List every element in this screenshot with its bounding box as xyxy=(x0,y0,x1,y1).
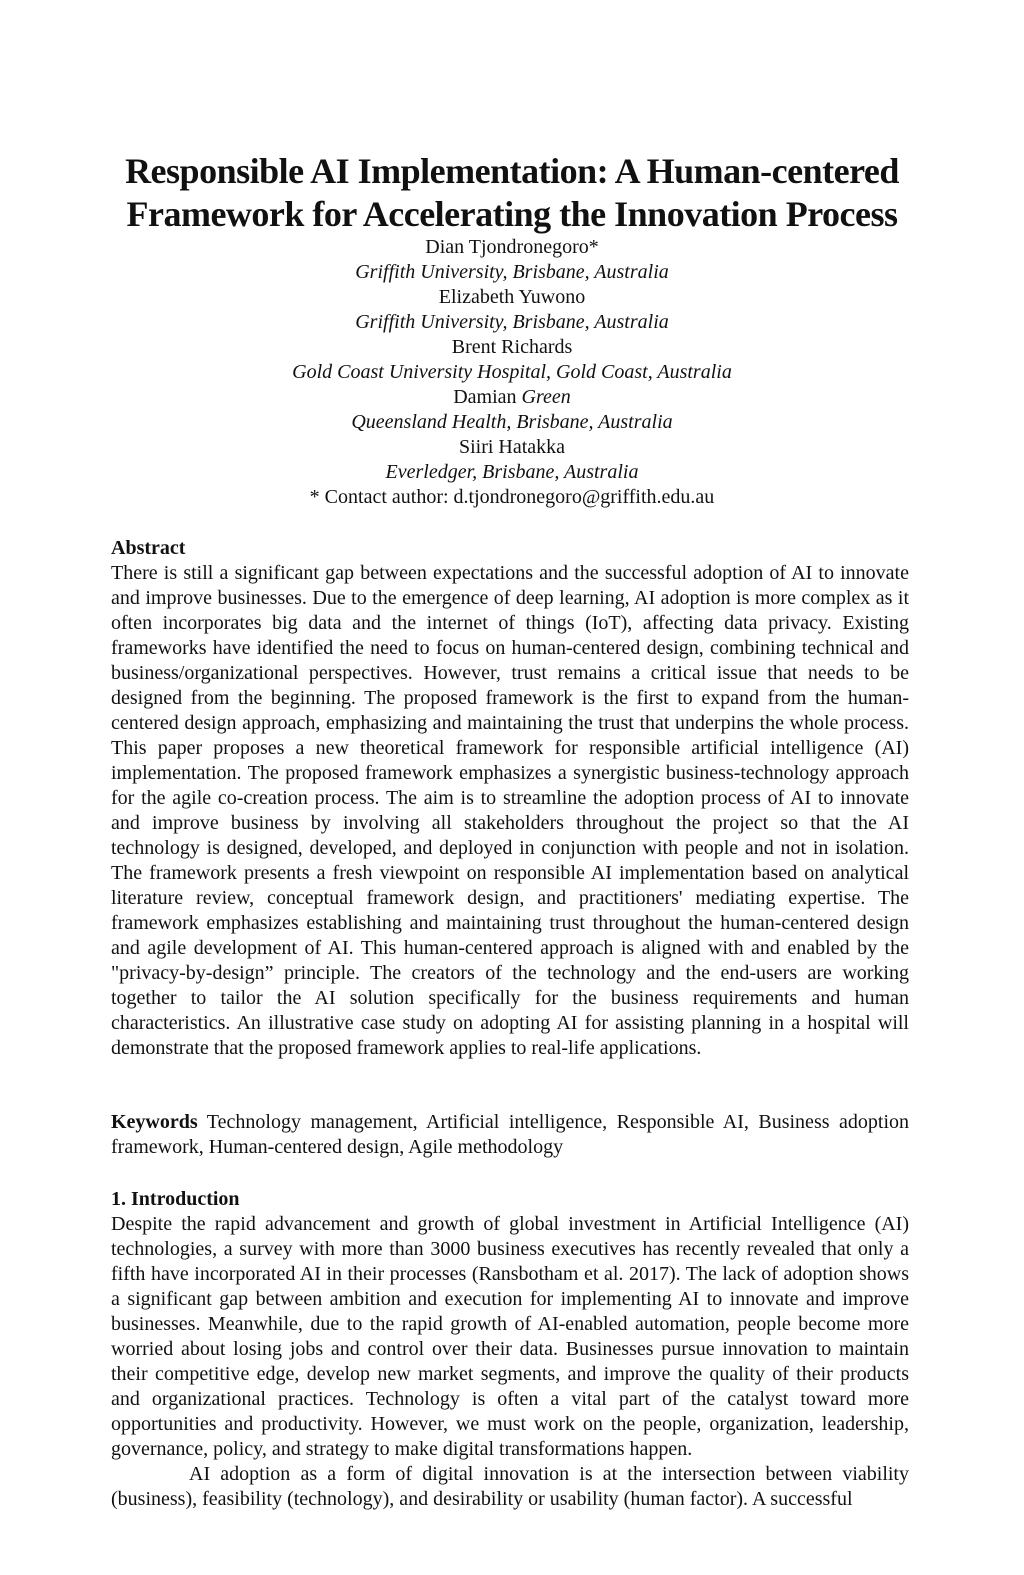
introduction-paragraph-1: Despite the rapid advancement and growth of global investment in Artificial Intelligence (AI) technologies, a survey with more than 3000 business executives has recently revealed that only a fifth have incorporated AI in their processes (Ransbotham et al. 2017). The lack of adoption shows a significant gap between ambition and execution for implementing AI to innovate and improve businesses. Meanwhile, due to the rapid growth of AI-enabled automation, people become more worried about losing jobs and control over their data. Businesses pursue innovation to maintain their competitive edge, develop new market segments, and improve the quality of their products and organizational practices. Technology is often a vital part of the catalyst toward more opportunities and productivity. However, we must work on the people, organization, leadership, governance, policy, and strategy to make digital transformations happen. xyxy=(111,1213,909,1460)
author-name: Brent Richards xyxy=(451,336,573,358)
author-affiliation: Everledger, Brisbane, Australia xyxy=(385,461,639,483)
keywords-text: Technology management, Artificial intelligence, Responsible AI, Business adoption framework, Human-centered design, Agile methodology xyxy=(111,1111,909,1158)
contact-author: * Contact author: d.tjondronegoro@griffith.edu.au xyxy=(309,486,715,508)
keywords-paragraph xyxy=(111,1110,909,1160)
abstract-section xyxy=(111,536,909,1061)
author-first-name: Damian xyxy=(453,386,517,408)
keywords-section xyxy=(111,1110,909,1160)
author-name: Elizabeth Yuwono xyxy=(438,286,586,308)
author-name: Dian Tjondronegoro* xyxy=(425,236,599,258)
author-affiliation: Queensland Health, Brisbane, Australia xyxy=(351,411,673,433)
author-affiliation: Griffith University, Brisbane, Australia xyxy=(355,311,669,333)
author-affiliation: Griffith University, Brisbane, Australia xyxy=(355,261,669,283)
author-last-name: Green xyxy=(521,386,571,408)
abstract-text: There is still a significant gap between expectations and the successful adoption of AI to innovate and improve businesses. Due to the emergence of deep learning, AI adoption is more complex as it often incorporates big data and the internet of things (IoT), affecting data privacy. Existing frameworks have identified the need to focus on human-centered design, combining technical and business/organizational perspectives. However, trust remains a critical issue that needs to be designed from the beginning. The proposed framework is the first to expand from the human-centered design approach, emphasizing and maintaining the trust that underpins the whole process. This paper proposes a new theoretical framework for responsible artificial intelligence (AI) implementation. The proposed framework emphasizes a synergistic business-technology approach for the agile co-creation process. The aim is to streamline the adoption process of AI to innovate and improve business by involving all stakeholders throughout the project so that the AI technology is designed, developed, and deployed in conjunction with people and not in isolation. The framework presents a fresh viewpoint on responsible AI implementation based on analytical literature review, conceptual framework design, and practitioners' mediating expertise. The framework emphasizes establishing and maintaining trust throughout the human-centered design and agile development of AI. This human-centered approach is aligned with and enabled by the "privacy-by-design” principle. The creators of the technology and the end-users are working together to tailor the AI solution specifically for the business requirements and human characteristics. An illustrative case study on adopting AI for assisting planning in a hospital will demonstrate that the proposed framework applies to real-life applications. xyxy=(111,562,909,1059)
introduction-section xyxy=(111,1187,909,1512)
introduction-heading: 1. Introduction xyxy=(111,1188,240,1210)
paper-title xyxy=(60,150,964,236)
author-name xyxy=(60,385,964,410)
keywords-label: Keywords xyxy=(111,1111,198,1133)
abstract-heading: Abstract xyxy=(111,537,186,559)
title-line-2: Framework for Accelerating the Innovation Process xyxy=(126,194,898,234)
title-line-1: Responsible AI Implementation: A Human-centered xyxy=(125,151,899,191)
introduction-paragraph-2: AI adoption as a form of digital innovation is at the intersection between viability (business), feasibility (technology), and desirability or usability (human factor). A successful xyxy=(111,1463,909,1510)
author-affiliation: Gold Coast University Hospital, Gold Coast, Australia xyxy=(292,361,732,383)
author-block xyxy=(60,235,964,510)
author-name: Siiri Hatakka xyxy=(458,436,566,458)
